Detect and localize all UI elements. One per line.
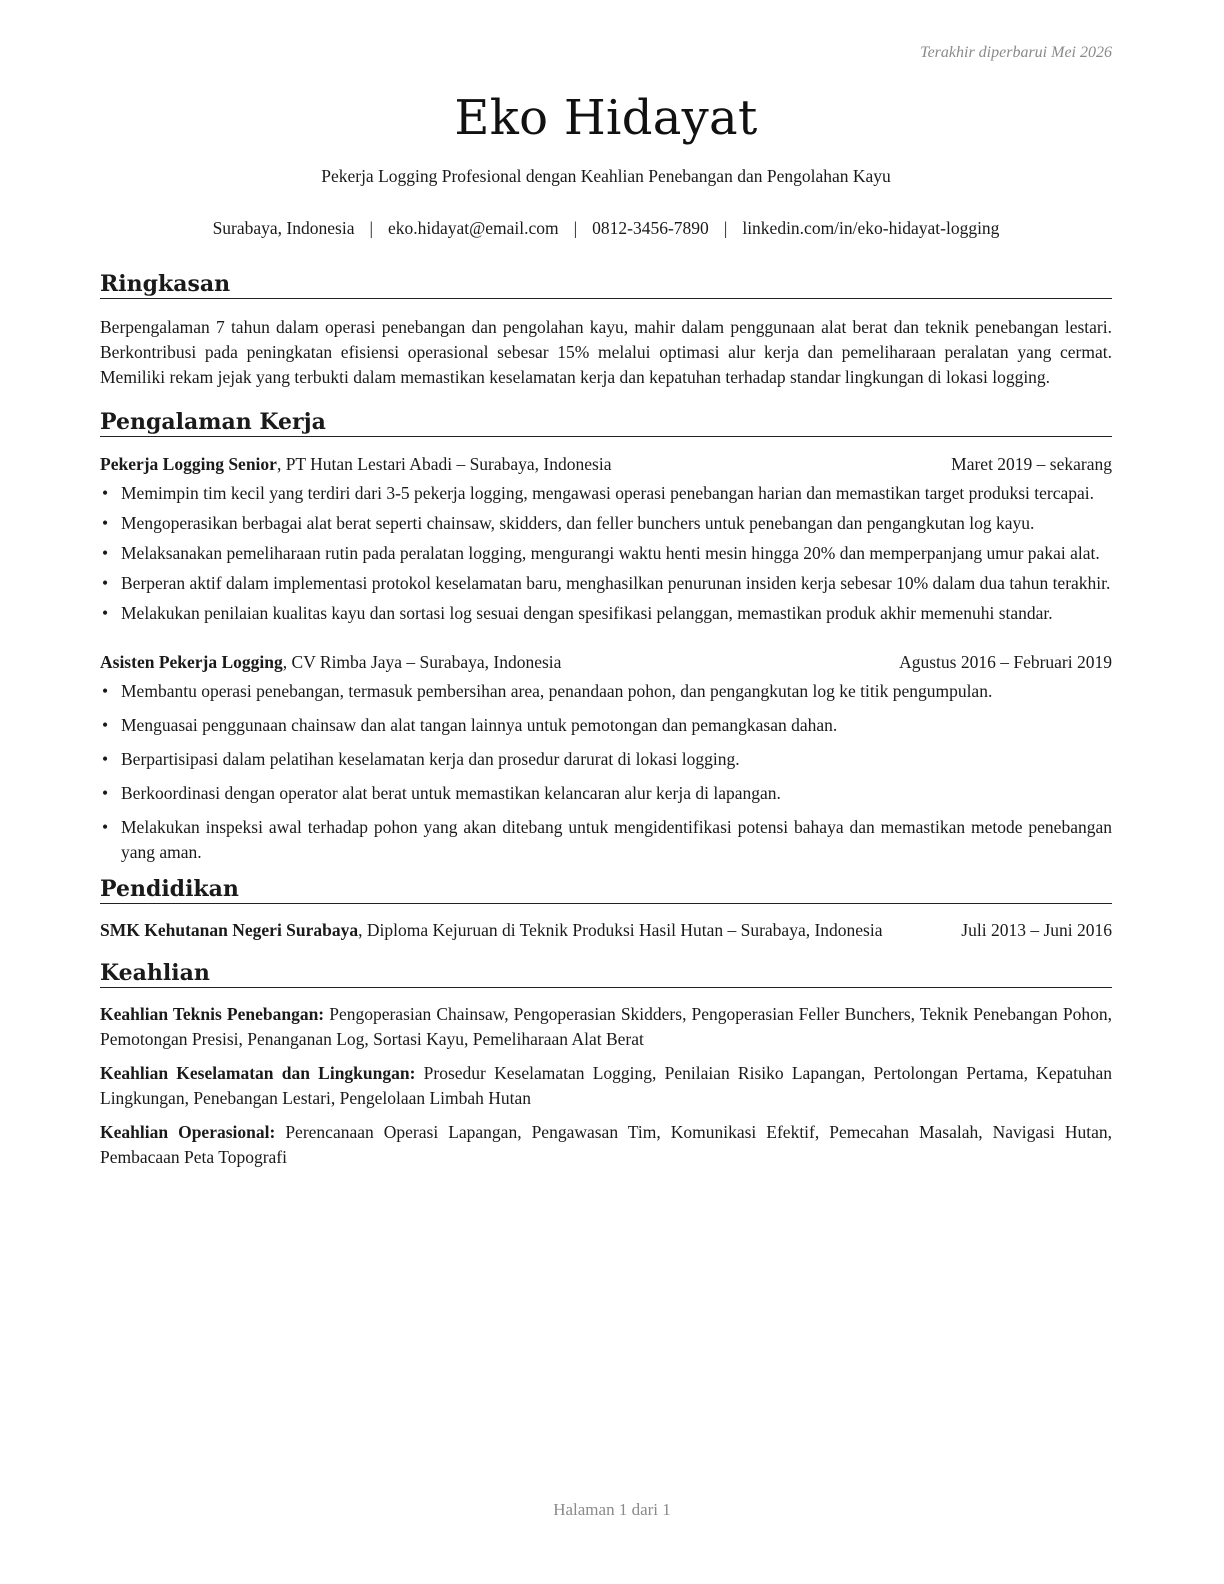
school-name: SMK Kehutanan Negeri Surabaya [100, 920, 359, 940]
bullet-icon: • [102, 603, 109, 623]
bullet-text: Memimpin tim kecil yang terdiri dari 3-5 pekerja logging, mengawasi operasi penebangan harian dan memastikan target produksi tercapai. [121, 483, 1095, 503]
skill-group [100, 1120, 1112, 1170]
list-item [100, 747, 1112, 772]
section-title-education: Pendidikan [100, 875, 1112, 904]
list-item [100, 541, 1112, 566]
page-number: Halaman 1 dari 1 [553, 1500, 671, 1519]
bullet-icon: • [102, 817, 109, 837]
contact-separator: | [573, 218, 578, 238]
list-item [100, 601, 1112, 626]
bullet-text: Mengoperasikan berbagai alat berat seperti chainsaw, skidders, dan feller bunchers untuk penebangan dan pengangkutan log kayu. [121, 513, 1035, 533]
skill-group [100, 1061, 1112, 1111]
skill-group-items: Perencanaan Operasi Lapangan, Pengawasan Tim, Komunikasi Efektif, Pemecahan Masalah, Navigasi Hutan, Pembacaan Peta Topografi [100, 1122, 1112, 1167]
bullet-text: Melaksanakan pemeliharaan rutin pada peralatan logging, mengurangi waktu henti mesin hingga 20% dan memperpanjang umur pakai alat. [121, 543, 1100, 563]
job-header [100, 452, 1112, 477]
bullet-text: Membantu operasi penebangan, termasuk pembersihan area, penandaan pohon, dan pengangkutan log ke titik pengumpulan. [121, 681, 993, 701]
education-entry [100, 918, 1112, 943]
education-line [100, 918, 890, 943]
job-role: Pekerja Logging Senior [100, 454, 277, 474]
skill-group-label: Keahlian Keselamatan dan Lingkungan: [100, 1063, 416, 1083]
skill-group-items: Pengoperasian Chainsaw, Pengoperasian Skidders, Pengoperasian Feller Bunchers, Teknik Penebangan Pohon, Pemotongan Presisi, Penanganan Log, Sortasi Kayu, Pemeliharaan Alat Berat [100, 1004, 1112, 1049]
section-title-summary: Ringkasan [100, 270, 1112, 299]
job-bullets [100, 481, 1112, 626]
job-role: Asisten Pekerja Logging [100, 652, 283, 672]
skill-group-label: Keahlian Operasional: [100, 1122, 276, 1142]
skills-section [100, 959, 1112, 1170]
bullet-icon: • [102, 749, 109, 769]
tagline: Pekerja Logging Profesional dengan Keahlian Penebangan dan Pengolahan Kayu [321, 166, 891, 186]
summary-text: Berpengalaman 7 tahun dalam operasi penebangan dan pengolahan kayu, mahir dalam penggunaan alat berat dan teknik penebangan lestari. Berkontribusi pada peningkatan efisiensi operasional sebesar 15% melalui optimasi alur kerja dan pemeliharaan peralatan yang cermat. Memiliki rekam jejak yang terbukti dalam memastikan keselamatan kerja dan kepatuhan terhadap standar lingkungan di lokasi logging. [100, 317, 1112, 387]
contact-separator: | [723, 218, 728, 238]
list-item [100, 679, 1112, 704]
contact-separator: | [369, 218, 373, 238]
candidate-name: Eko Hidayat [454, 90, 758, 146]
education-detail: , Diploma Kejuruan di Teknik Produksi Hasil Hutan – Surabaya, Indonesia [358, 920, 883, 940]
skill-group [100, 1002, 1112, 1052]
bullet-text: Berperan aktif dalam implementasi protokol keselamatan baru, menghasilkan penurunan insiden kerja sebesar 10% dalam dua tahun terakhir. [121, 573, 1111, 593]
list-item [100, 481, 1112, 506]
bullet-text: Menguasai penggunaan chainsaw dan alat tangan lainnya untuk pemotongan dan pemangkasan dahan. [121, 715, 838, 735]
bullet-icon: • [102, 715, 109, 735]
list-item [100, 713, 1112, 738]
last-updated-note: Terakhir diperbarui Mei 2026 [920, 44, 1112, 61]
job-dates: Agustus 2016 – Februari 2019 [899, 652, 1112, 672]
contact-linkedin[interactable]: linkedin.com/in/eko-hidayat-logging [742, 218, 1000, 238]
contact-email[interactable]: eko.hidayat@email.com [387, 218, 559, 238]
bullet-icon: • [102, 783, 109, 803]
job-title-line [100, 452, 931, 477]
job-header [100, 650, 1112, 675]
bullet-text: Berpartisipasi dalam pelatihan keselamatan kerja dan prosedur darurat di lokasi logging. [121, 749, 740, 769]
bullet-icon: • [102, 681, 109, 701]
bullet-text: Melakukan penilaian kualitas kayu dan sortasi log sesuai dengan spesifikasi pelanggan, memastikan produk akhir memenuhi standar. [121, 603, 1053, 623]
job-org: , PT Hutan Lestari Abadi – Surabaya, Indonesia [276, 454, 612, 474]
education-section [100, 875, 1112, 943]
list-item [100, 781, 1112, 806]
skill-group-label: Keahlian Teknis Penebangan: [100, 1004, 325, 1024]
bullet-icon: • [102, 543, 109, 563]
bullet-icon: • [102, 573, 109, 593]
bullet-text: Melakukan inspeksi awal terhadap pohon yang akan ditebang untuk mengidentifikasi potensi bahaya dan memastikan metode penebangan yang aman. [121, 817, 1112, 862]
list-item [100, 571, 1112, 596]
job-bullets [100, 679, 1112, 865]
section-title-skills: Keahlian [100, 959, 1112, 988]
skills-list [100, 1002, 1112, 1170]
contact-line [100, 216, 1112, 240]
list-item [100, 511, 1112, 536]
job-org: , CV Rimba Jaya – Surabaya, Indonesia [282, 652, 562, 672]
education-dates: Juli 2013 – Juni 2016 [961, 920, 1112, 940]
experience-section [100, 408, 1112, 865]
job-dates: Maret 2019 – sekarang [951, 454, 1112, 474]
summary-section [100, 270, 1112, 390]
bullet-icon: • [102, 513, 109, 533]
bullet-text: Berkoordinasi dengan operator alat berat untuk memastikan kelancaran alur kerja di lapangan. [121, 783, 781, 803]
contact-location: Surabaya, Indonesia [212, 218, 355, 238]
job-title-line [100, 650, 857, 675]
resume-page [100, 0, 1112, 1179]
contact-phone: 0812-3456-7890 [592, 218, 709, 238]
skill-group-items: Prosedur Keselamatan Logging, Penilaian Risiko Lapangan, Pertolongan Pertama, Kepatuhan Lingkungan, Penebangan Lestari, Pengelolaan Limbah Hutan [100, 1063, 1112, 1108]
bullet-icon: • [102, 483, 109, 503]
section-title-experience: Pengalaman Kerja [100, 408, 1112, 437]
list-item [100, 815, 1112, 865]
